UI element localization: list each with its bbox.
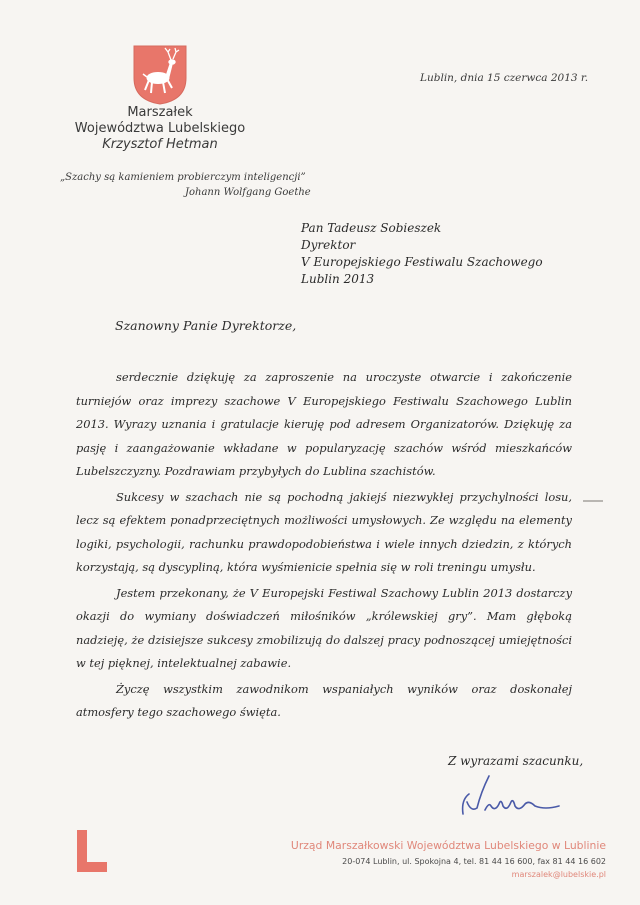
recipient-location: Lublin 2013 — [301, 272, 375, 286]
office-address: 20-074 Lublin, ul. Spokojna 4, tel. 81 44 16 600, fax 81 44 16 602 — [342, 857, 606, 866]
coat-of-arms-icon — [132, 44, 188, 106]
sender-title-line1: Marszałek — [127, 105, 193, 120]
sender-block — [60, 105, 260, 153]
paragraph-4: Życzę wszystkim zawodnikom wspaniałych wyników oraz doskonałej atmosfery tego szachowego święta. — [76, 681, 572, 719]
office-name: Urząd Marszałkowski Województwa Lubelskiego w Lublinie — [290, 839, 606, 852]
margin-mark — [583, 500, 603, 502]
letter-date: Lublin, dnia 15 czerwca 2013 r. — [420, 72, 589, 84]
letterhead-footer — [291, 838, 606, 880]
sender-name: Krzysztof Hetman — [102, 137, 218, 152]
sender-title-line2: Województwa Lubelskiego — [74, 121, 246, 136]
signature — [455, 772, 565, 822]
epigraph — [60, 170, 311, 200]
paragraph-1: serdecznie dziękuję za zaproszenie na uroczyste otwarcie i zakończenie turniejów oraz imprezy szachowe V Europejskiego Festiwalu Szachowego Lublin 2013. Wyrazy uznania i gratulacje kieruję pod adresem Organizatorów. Dziękuję za pasję i zaangażowanie wkładane w popularyzację szachów wśród mieszkańców Lubelszczyzny. Pozdrawiam przybyłych do Lublina szachistów. — [76, 370, 572, 478]
letter-body — [76, 366, 572, 727]
recipient-block — [301, 220, 543, 288]
salutation: Szanowny Panie Dyrektorze, — [115, 318, 297, 333]
recipient-organization: V Europejskiego Festiwalu Szachowego — [301, 255, 543, 269]
office-logo-icon — [75, 828, 109, 874]
recipient-role: Dyrektor — [301, 238, 356, 252]
paragraph-2: Sukcesy w szachach nie są pochodną jakiejś niezwykłej przychylności losu, lecz są efektem ponadprzeciętnych możliwości umysłowych. Ze względu na elementy logiki, psychologii, rachunku prawdopodobieństwa i wiele innych dziedzin, z których korzystają, są dyscypliną, która wyśmienicie spełnia się w roli treningu umysłu. — [76, 489, 572, 574]
office-email[interactable]: marszalek@lubelskie.pl — [511, 870, 606, 879]
epigraph-text: „Szachy są kamieniem probierczym inteligencji” — [60, 172, 306, 183]
closing-phrase: Z wyrazami szacunku, — [448, 754, 584, 768]
paragraph-3: Jestem przekonany, że V Europejski Festiwal Szachowy Lublin 2013 dostarczy okazji do wymiany doświadczeń miłośników „królewskiej gry”. Mam głęboką nadzieję, że dzisiejsze sukcesy zmobilizują do dalszej pracy podnoszącej umiejętności w tej pięknej, intelektualnej zabawie. — [76, 585, 572, 670]
recipient-name: Pan Tadeusz Sobieszek — [301, 221, 442, 235]
epigraph-author: Johann Wolfgang Goethe — [185, 187, 311, 198]
